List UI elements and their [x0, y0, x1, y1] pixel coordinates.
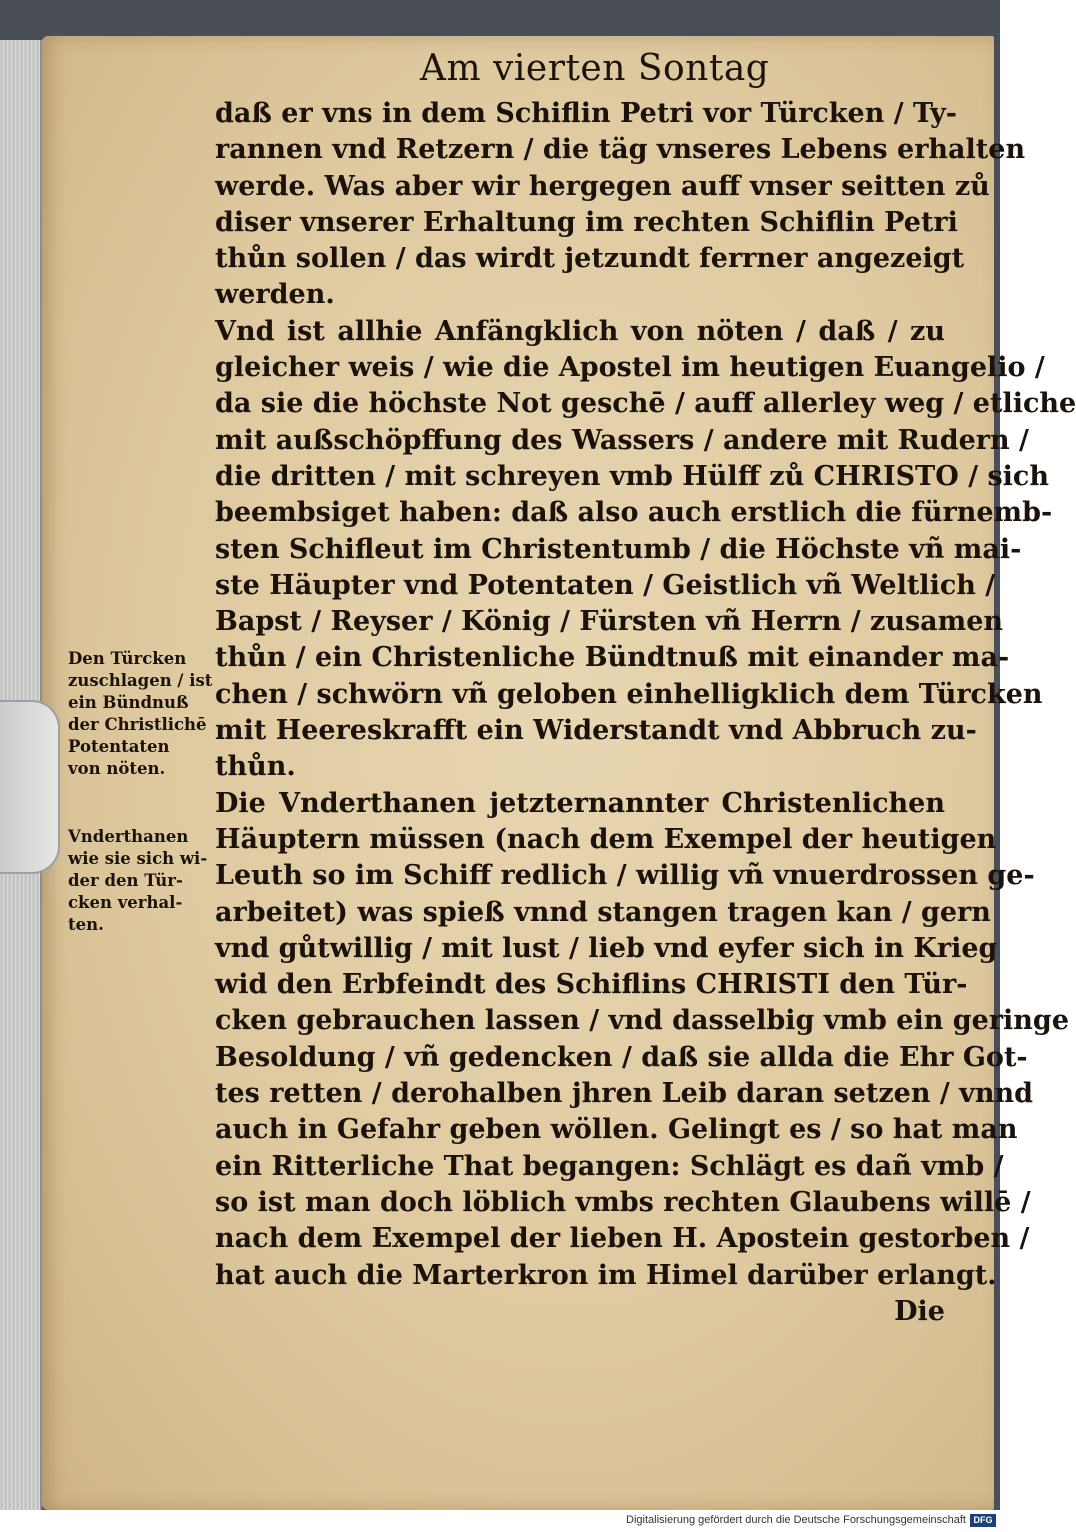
text-line: gleicher weis / wie die Apostel im heutigen Euangelio /	[215, 352, 1045, 384]
text-line: Häuptern müssen (nach dem Exempel der heutigen	[215, 823, 997, 855]
text-line: hat auch die Marterkron im Himel darüber erlangt.	[215, 1259, 997, 1291]
text-line: rannen vnd Retzern / die täg vnseres Lebens erhalten	[215, 134, 1026, 166]
marginal-note-line: von nöten.	[68, 759, 166, 778]
marginal-note-line: cken verhal-	[68, 893, 183, 912]
text-line: nach dem Exempel der lieben H. Apostein gestorben /	[215, 1223, 1030, 1255]
text-line: mit außschöpffung des Wassers / andere mit Rudern /	[215, 424, 1029, 456]
text-line: vnd gůtwillig / mit lust / lieb vnd eyfer sich in Krieg	[215, 932, 998, 964]
text-line: so ist man doch löblich vmbs rechten Glaubens willē /	[215, 1186, 1031, 1218]
text-line: tes retten / derohalben jhren Leib daran setzen / vnnd	[215, 1078, 1033, 1110]
marginal-note-subjects	[68, 826, 216, 936]
text-line: wid den Erbfeindt des Schiflins CHRISTI den Tür-	[215, 969, 968, 1001]
marginal-note-line: der den Tür-	[68, 871, 183, 890]
catchword: Die	[894, 1295, 945, 1327]
body-text	[215, 96, 1076, 1330]
text-line: diser vnserer Erhaltung im rechten Schiflin Petri	[215, 206, 958, 238]
text-line: thůn sollen / das wirdt jetzundt ferrner angezeigt	[215, 243, 965, 275]
text-line: Leuth so im Schiff redlich / willig vñ vnuerdrossen ge-	[215, 860, 1035, 892]
text-line: werde. Was aber wir hergegen auff vnser seitten zů	[215, 170, 990, 202]
text-line: ein Ritterliche That begangen: Schlägt es dañ vmb /	[215, 1150, 1004, 1182]
marginal-note-turks-alliance	[68, 648, 216, 780]
text-line: daß er vns in dem Schiflin Petri vor Türcken / Ty-	[215, 98, 957, 129]
text-line: cken gebrauchen lassen / vnd dasselbig vmb ein geringe	[215, 1005, 1069, 1037]
footer-credit: Digitalisierung gefördert durch die Deutsche Forschungsgemeinschaft	[626, 1514, 966, 1526]
text-line: Besoldung / vñ gedencken / daß sie allda die Ehr Got-	[215, 1041, 1028, 1073]
text-line: auch in Gefahr geben wöllen. Gelingt es / so hat man	[215, 1114, 1018, 1146]
page-clip	[0, 700, 60, 874]
marginal-note-line: Den Türcken	[68, 649, 187, 668]
text-line: thůn.	[215, 751, 296, 783]
marginal-note-line: Vnderthanen	[68, 827, 189, 846]
marginal-note-line: Potentaten	[68, 737, 170, 756]
text-line: Vnd ist allhie Anfängklich von nöten / daß / zu	[215, 315, 945, 347]
text-line: sten Schifleut im Christentumb / die Höchste vñ mai-	[215, 533, 1022, 565]
text-line: Die Vnderthanen jetzternannter Christenlichen	[215, 787, 945, 819]
marginal-note-line: zuschlagen / ist	[68, 671, 213, 690]
text-line: werden.	[215, 279, 335, 311]
text-line: mit Heereskrafft ein Widerstandt vnd Abbruch zu-	[215, 715, 977, 747]
footer	[0, 1510, 1000, 1532]
marginal-note-line: ein Bündnuß	[68, 693, 189, 712]
text-line: die dritten / mit schreyen vmb Hülff zů CHRISTO / sich	[215, 460, 1049, 492]
marginal-note-line: wie sie sich wi-	[68, 849, 208, 868]
running-head: Am vierten Sontag	[420, 48, 770, 89]
text-line: Bapst / Reyser / König / Fürsten vñ Herrn / zusamen	[215, 606, 1004, 638]
text-line: arbeitet) was spieß vnnd stangen tragen kan / gern	[215, 896, 991, 928]
text-line: da sie die höchste Not geschē / auff allerley weg / etliche	[215, 388, 1076, 420]
text-line: chen / schwörn vñ geloben einhelligklich dem Türcken	[215, 678, 1043, 710]
text-line: ste Häupter vnd Potentaten / Geistlich vñ Weltlich /	[215, 569, 996, 601]
marginal-note-line: ten.	[68, 915, 104, 934]
text-line: beembsiget haben: daß also auch erstlich die fürnemb-	[215, 497, 1053, 529]
dfg-logo-icon: DFG	[970, 1514, 996, 1527]
marginal-note-line: der Christlichē	[68, 715, 207, 734]
text-line: thůn / ein Christenliche Bündtnuß mit einander ma-	[215, 642, 1010, 674]
